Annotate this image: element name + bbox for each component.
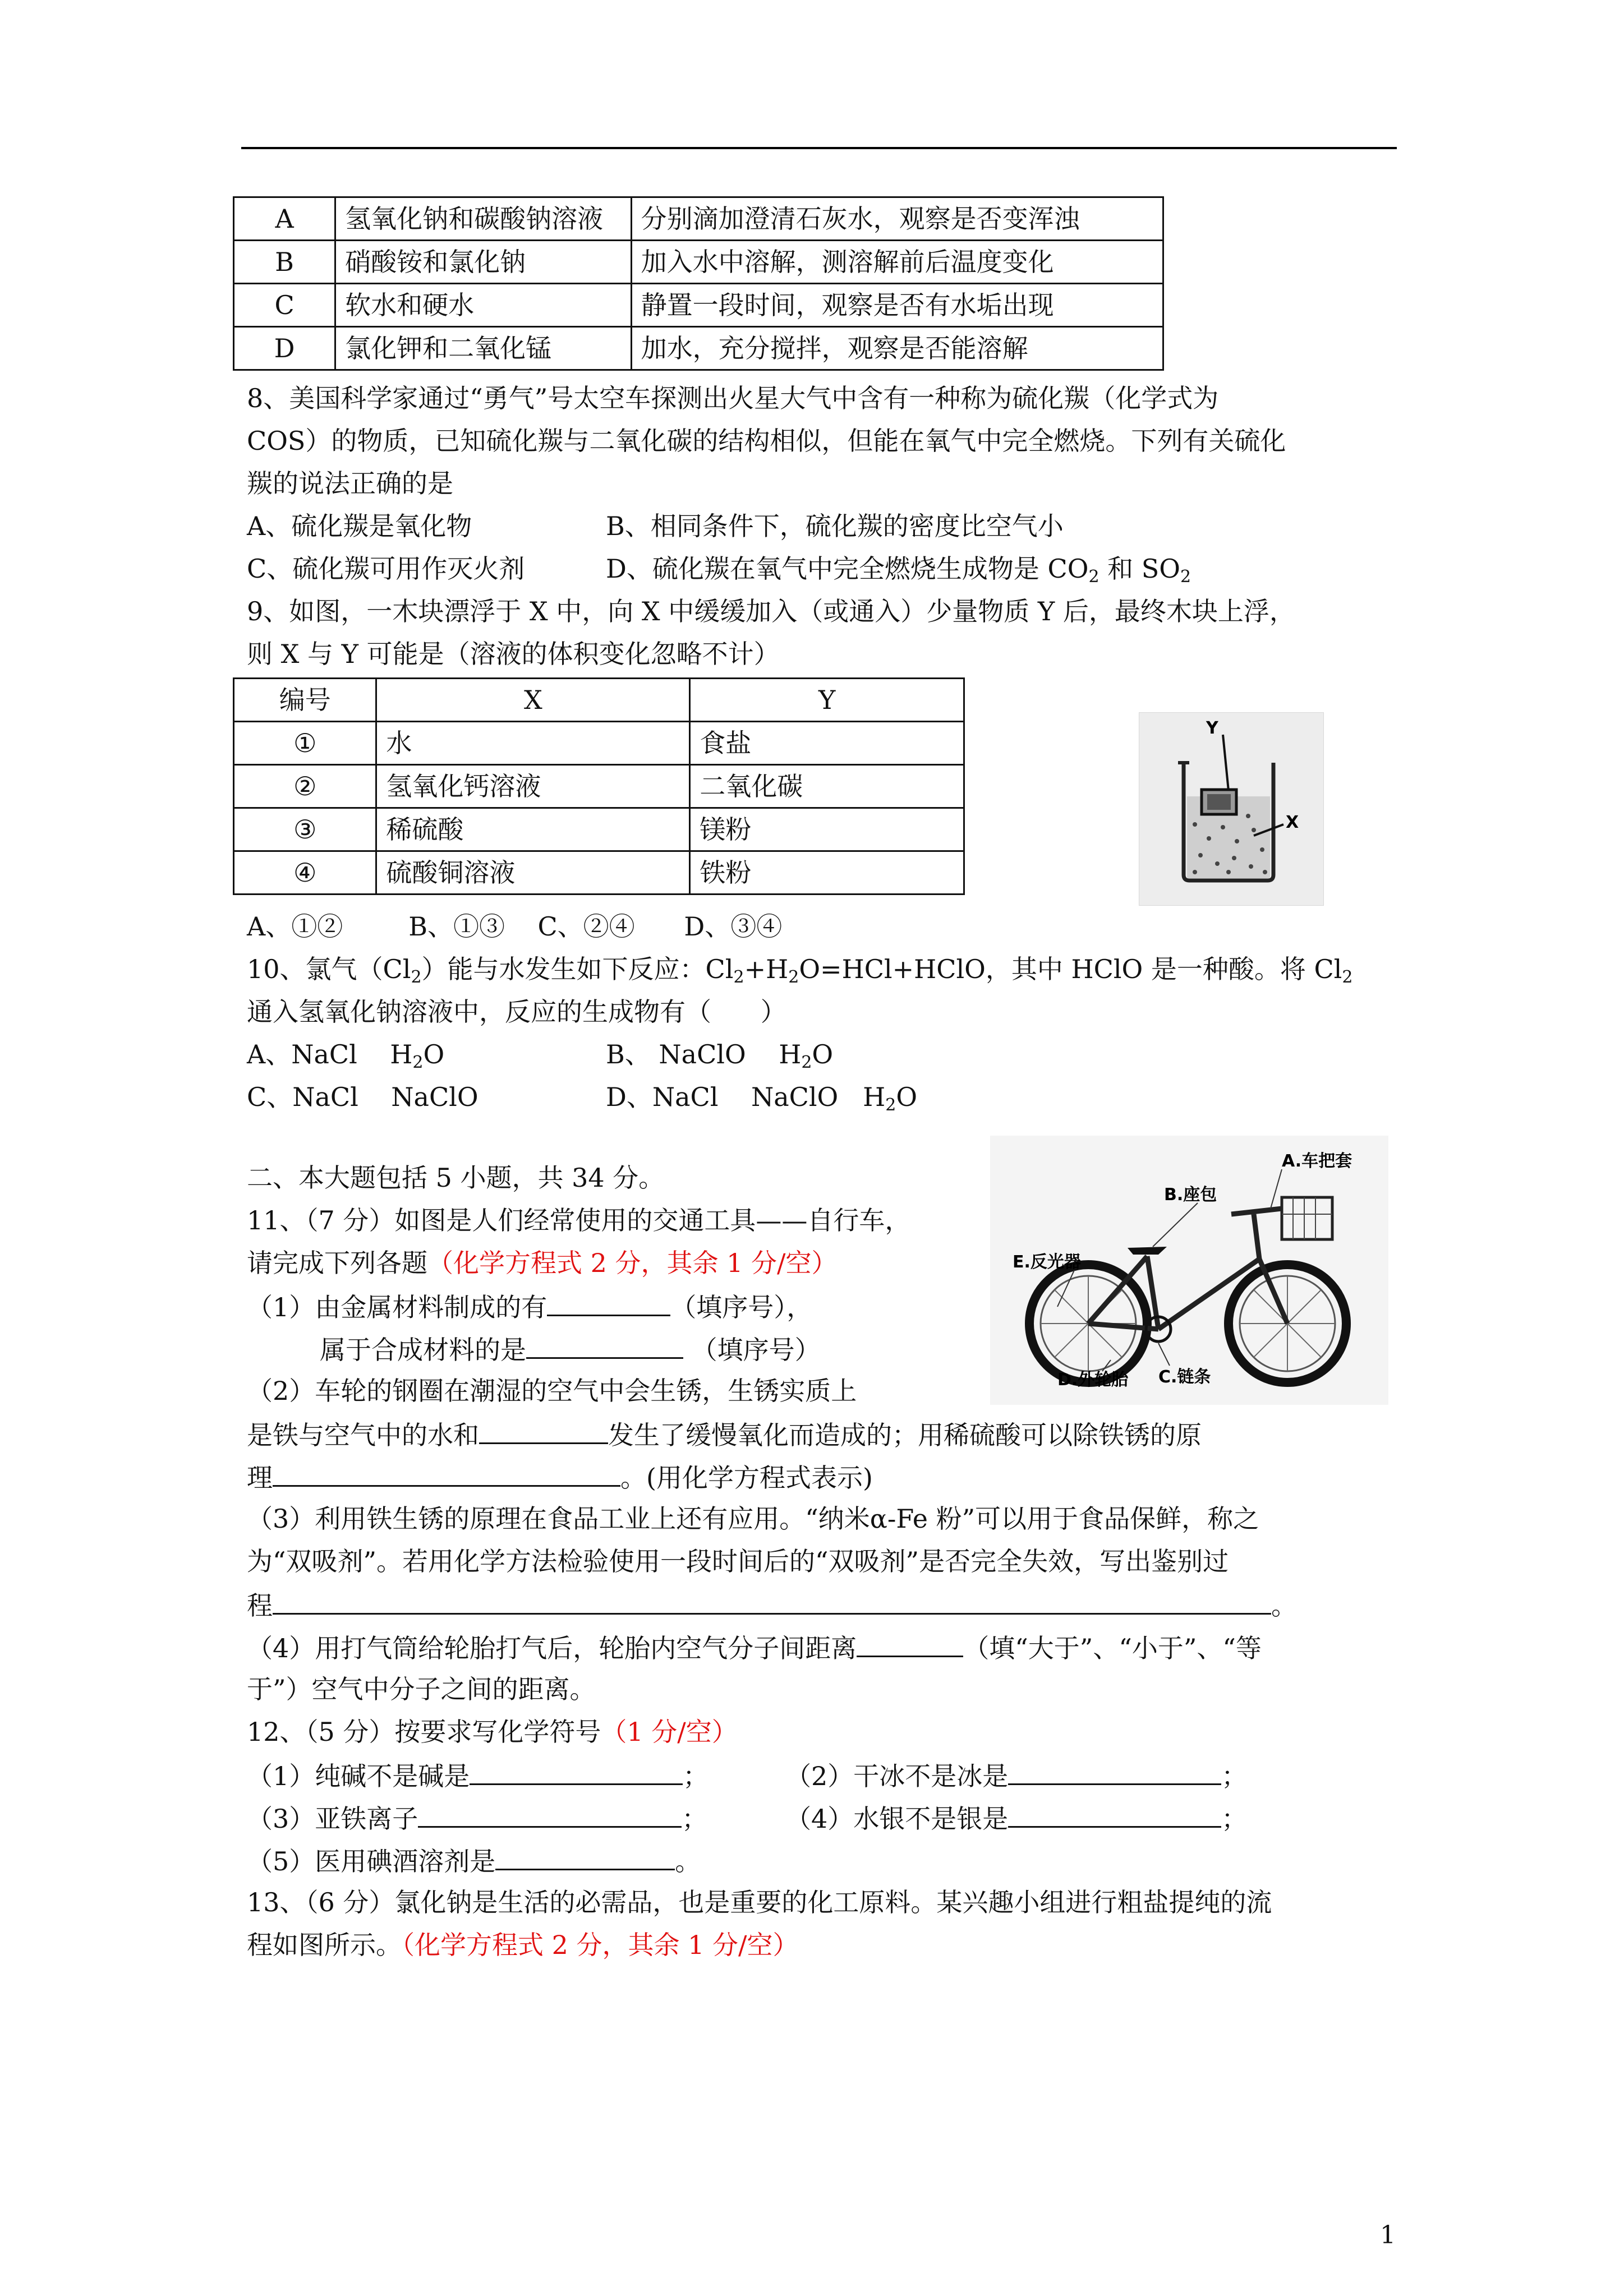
answer-blank[interactable] <box>495 1843 675 1870</box>
bike-label-e: E.反光器 <box>1013 1252 1081 1272</box>
q13-line1: 13、（6 分）氯化钠是生活的必需品，也是重要的化工原料。某兴趣小组进行粗盐提纯的流 <box>247 1887 1272 1917</box>
q8-line3: 羰的说法正确的是 <box>247 468 453 499</box>
table-row: ① 水 食盐 <box>234 722 964 765</box>
answer-blank[interactable] <box>479 1417 608 1444</box>
q11-part2-line2: 是铁与空气中的水和 发生了缓慢氧化而造成的；用稀硫酸可以除铁锈的原 <box>247 1417 1202 1452</box>
header-rule <box>241 147 1397 149</box>
q9-line1: 9、如图，一木块漂浮于 X 中，向 X 中缓缓加入（或通入）少量物质 Y 后，最终木块上浮， <box>247 596 1295 626</box>
answer-blank[interactable] <box>857 1630 963 1657</box>
table-row: C 软水和硬水 静置一段时间，观察是否有水垢出现 <box>234 284 1163 327</box>
q11-part4-line1: （4）用打气筒给轮胎打气后，轮胎内空气分子间距离 （填“大于”、“小于”、“等 <box>247 1630 1262 1665</box>
q11-line1: 11、（7 分）如图是人们经常使用的交通工具——自行车， <box>247 1205 911 1235</box>
q11-part3-line3: 程 。 <box>247 1587 1297 1622</box>
q10-option-b: B、 NaClO $H_2O$ <box>606 1039 834 1072</box>
scoring-note: （1 分/空） <box>601 1717 738 1747</box>
q12-item5: （5）医用碘酒溶剂是 。 <box>247 1843 701 1878</box>
bike-label-d: D.外轮胎 <box>1057 1370 1129 1390</box>
table-row: B 硝酸铵和氯化钠 加入水中溶解，测溶解前后温度变化 <box>234 241 1163 284</box>
q10-option-a: A、NaCl $H_2O$ <box>247 1039 445 1072</box>
q8-option-a: A、硫化羰是氧化物 <box>247 511 472 541</box>
q10-line2: 通入氢氧化钠溶液中，反应的生成物有（ ） <box>247 997 786 1027</box>
answer-blank[interactable] <box>1008 1800 1221 1828</box>
answer-blank[interactable] <box>273 1459 620 1487</box>
q8-option-b: B、相同条件下，硫化羰的密度比空气小 <box>606 511 1064 541</box>
answer-blank[interactable] <box>418 1800 682 1828</box>
q12-item4: （4）水银不是银是 ； <box>785 1800 1247 1836</box>
q12-line1: 12、（5 分）按要求写化学符号（1 分/空） <box>247 1717 738 1747</box>
q13-line2: 程如图所示。（化学方程式 2 分，其余 1 分/空） <box>247 1930 799 1960</box>
q11-line2: 请完成下列各题（化学方程式 2 分，其余 1 分/空） <box>247 1248 838 1278</box>
page-number: 1 <box>1380 2221 1396 2249</box>
beaker-label-y: Y <box>1206 718 1218 738</box>
beaker-label-x: X <box>1286 813 1299 832</box>
bike-label-b: B.座包 <box>1164 1185 1217 1205</box>
answer-blank[interactable] <box>526 1331 683 1359</box>
q10-line1: 10、氯气$(Cl_2)$能与水发生如下反应：$Cl_2+H_2O=HCl+HClO$，其中 HClO 是一种酸。将 $Cl_2$ <box>247 954 1353 987</box>
bicycle-figure <box>990 1136 1388 1405</box>
q9-options: A、①② B、①③ C、②④ D、③④ <box>247 911 783 942</box>
section-heading: 二、本大题包括 5 小题，共 34 分。 <box>247 1163 665 1193</box>
q11-part1: （1）由金属材料制成的有 （填序号）， <box>247 1289 812 1324</box>
scoring-note: （化学方程式 2 分，其余 1 分/空） <box>402 1930 799 1960</box>
q10-option-d: D、NaCl NaClO $H_2O$ <box>606 1082 918 1115</box>
answer-blank[interactable] <box>1008 1758 1221 1785</box>
q11-part1b: 属于合成材料的是 （填序号） <box>320 1331 821 1367</box>
table-row: A 氢氧化钠和碳酸钠溶液 分别滴加澄清石灰水，观察是否变浑浊 <box>234 197 1163 241</box>
q8-option-d: D、硫化羰在氧气中完全燃烧生成物是 $CO_2$ 和 $SO_2$ <box>606 554 1191 587</box>
q12-item1: （1）纯碱不是碱是 ； <box>247 1758 709 1793</box>
identification-table <box>233 196 1164 371</box>
q12-item3: （3）亚铁离子 ； <box>247 1800 707 1836</box>
q8-option-c: C、硫化羰可用作灭火剂 <box>247 554 525 584</box>
q12-item2: （2）干冰不是冰是 ； <box>785 1758 1247 1793</box>
q8-line1: 8、美国科学家通过“勇气”号太空车探测出火星大气中含有一种称为硫化羰（化学式为 <box>247 383 1219 413</box>
q9-table <box>233 677 965 895</box>
q9-line2: 则 X 与 Y 可能是（溶液的体积变化忽略不计） <box>247 639 780 669</box>
answer-blank[interactable] <box>547 1289 670 1316</box>
table-row: D 氯化钾和二氧化锰 加水，充分搅拌，观察是否能溶解 <box>234 327 1163 370</box>
scoring-note: （化学方程式 2 分，其余 1 分/空） <box>427 1248 838 1278</box>
table-header-row: 编号 X Y <box>234 679 964 722</box>
answer-blank[interactable] <box>470 1758 683 1785</box>
bike-label-c: C.链条 <box>1158 1367 1211 1387</box>
q11-part4-line2: 于”）空气中分子之间的距离。 <box>247 1674 596 1704</box>
q11-part3-line2: 为“双吸剂”。若用化学方法检验使用一段时间后的“双吸剂”是否完全失效，写出鉴别过 <box>247 1546 1229 1576</box>
table-row: ② 氢氧化钙溶液 二氧化碳 <box>234 765 964 808</box>
q11-part2-line3: 理 。(用化学方程式表示) <box>247 1459 873 1495</box>
q8-line2: COS）的物质，已知硫化羰与二氧化碳的结构相似，但能在氧气中完全燃烧。下列有关硫化 <box>247 426 1286 456</box>
q10-option-c: C、NaCl NaClO <box>247 1082 479 1112</box>
beaker-figure <box>1139 712 1324 906</box>
table-row: ④ 硫酸铜溶液 铁粉 <box>234 851 964 895</box>
bike-label-a: A.车把套 <box>1282 1151 1352 1171</box>
answer-blank[interactable] <box>273 1587 1271 1615</box>
table-row: ③ 稀硫酸 镁粉 <box>234 808 964 851</box>
q11-part2-line1: （2）车轮的钢圈在潮湿的空气中会生锈，生锈实质上 <box>247 1376 857 1406</box>
q11-part3-line1: （3）利用铁生锈的原理在食品工业上还有应用。“纳米α-Fe 粉”可以用于食品保鲜，称之 <box>247 1504 1259 1534</box>
